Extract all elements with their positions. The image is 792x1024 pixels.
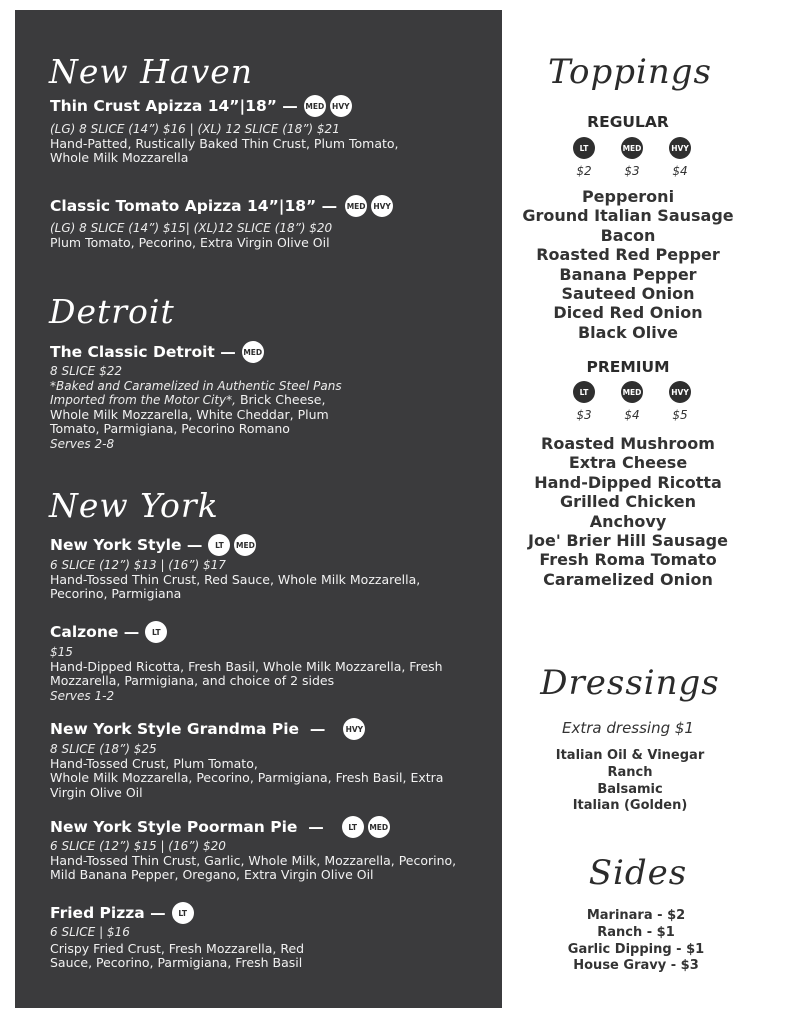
item-name: Thin Crust Apizza 14”|18” — [50, 96, 298, 115]
regular-price-row [562, 137, 702, 178]
list-item: Grilled Chicken [560, 492, 696, 512]
list-item: Bacon [600, 225, 656, 245]
item-serves: Serves 2-8 [50, 436, 115, 451]
item-desc-line: Virgin Olive Oil [50, 784, 143, 800]
size-badge-hvy: HVY [669, 137, 691, 159]
item-desc-line: Hand-Dipped Ricotta, Fresh Basil, Whole Milk Mozzarella, Fresh [50, 658, 443, 674]
item-sizes: $15 [50, 645, 73, 659]
menu-item-thin-crust-apizza [50, 95, 490, 166]
item-sizes: 8 SLICE $22 [50, 364, 122, 378]
size-badge-lt: LT [208, 534, 230, 556]
menu-item-new-york-style [50, 534, 490, 602]
list-item: Balsamic [597, 781, 663, 797]
price: $3 [624, 164, 640, 178]
list-item: Anchovy [589, 511, 667, 531]
list-item: Italian (Golden) [572, 798, 688, 814]
item-desc-line: Whole Milk Mozzarella, White Cheddar, Plum [50, 406, 329, 422]
list-item: Hand-Dipped Ricotta [534, 472, 722, 492]
dressings-heading: Dressings [540, 663, 720, 703]
size-badge-lt: LT [573, 381, 595, 403]
item-desc-line: Whole Milk Mozzarella, Pecorino, Parmigiana, Fresh Basil, Extra [50, 770, 444, 785]
size-badge-hvy: HVY [669, 381, 691, 403]
size-badge-med: MED [345, 195, 367, 217]
size-badge-lt: LT [145, 621, 167, 643]
price-lt [562, 381, 606, 422]
item-sizes: 8 SLICE (18”) $25 [50, 742, 157, 756]
menu-item-classic-detroit [50, 341, 490, 451]
list-item: Garlic Dipping - $1 [567, 941, 705, 957]
list-item: Diced Red Onion [553, 303, 703, 323]
item-note: *Baked and Caramelized in Authentic Steel Pans [50, 378, 342, 393]
price: $3 [576, 408, 592, 422]
premium-toppings-label: PREMIUM [586, 358, 670, 376]
list-item: Marinara - $2 [586, 908, 686, 923]
pizza-menu-panel [15, 10, 502, 1008]
item-note: Imported from the Motor City*, [50, 393, 236, 407]
list-item: Pepperoni [581, 187, 675, 206]
new-york-heading: New York [49, 486, 219, 525]
size-badge-lt: LT [573, 137, 595, 159]
price: $4 [624, 408, 640, 422]
premium-price-row [562, 381, 702, 422]
dressings-note: Extra dressing $1 [562, 719, 694, 737]
item-name: Fried Pizza — [50, 903, 166, 922]
list-item: Ranch [607, 764, 653, 780]
new-haven-heading: New Haven [49, 52, 254, 91]
item-name: New York Style Poorman Pie — [50, 817, 324, 836]
item-name: Classic Tomato Apizza 14”|18” — [50, 196, 338, 215]
menu-item-grandma-pie [50, 718, 490, 800]
dressings-list [520, 748, 740, 815]
size-badge-med: MED [621, 137, 643, 159]
item-name: New York Style Grandma Pie — [50, 719, 326, 738]
price: $5 [672, 408, 688, 422]
regular-toppings-list [520, 187, 736, 342]
list-item: Roasted Mushroom [541, 434, 715, 453]
item-name: Calzone — [50, 622, 140, 641]
size-badge-med: MED [621, 381, 643, 403]
item-desc-line: Plum Tomato, Pecorino, Extra Virgin Olive Oil [50, 234, 330, 250]
item-serves: Serves 1-2 [50, 688, 115, 703]
list-item: Black Olive [577, 322, 679, 342]
size-badge-med: MED [368, 816, 390, 838]
size-badge-hvy: HVY [330, 95, 352, 117]
list-item: Ground Italian Sausage [522, 206, 734, 226]
price-lt [562, 137, 606, 178]
toppings-heading: Toppings [547, 52, 713, 92]
item-desc-line: Pecorino, Parmigiana [50, 586, 182, 601]
item-desc-line: Mozzarella, Parmigiana, and choice of 2 sides [50, 673, 335, 688]
item-desc-line: Hand-Tossed Thin Crust, Red Sauce, Whole Milk Mozzarella, [50, 571, 421, 587]
premium-toppings-list [520, 434, 736, 589]
list-item: Caramelized Onion [543, 569, 713, 589]
list-item: Banana Pepper [559, 264, 697, 284]
detroit-heading: Detroit [49, 292, 175, 331]
regular-toppings-label: REGULAR [587, 113, 669, 131]
menu-item-poorman-pie [50, 816, 490, 883]
price-hvy [658, 137, 702, 178]
size-badge-hvy: HVY [371, 195, 393, 217]
price: $2 [576, 164, 592, 178]
item-desc-line: Sauce, Pecorino, Parmigiana, Fresh Basil [50, 955, 303, 970]
extras-column [520, 0, 790, 1024]
size-badge-lt: LT [172, 902, 194, 924]
menu-item-calzone [50, 621, 490, 703]
item-sizes: 6 SLICE | $16 [50, 925, 130, 939]
item-desc-line: Tomato, Parmigiana, Pecorino Romano [50, 421, 290, 436]
item-desc-line: Crispy Fried Crust, Fresh Mozzarella, Red [50, 940, 305, 956]
item-desc-line: Mild Banana Pepper, Oregano, Extra Virgin Olive Oil [50, 867, 374, 882]
list-item: House Gravy - $3 [573, 958, 699, 974]
list-item: Sauteed Onion [561, 284, 695, 304]
list-item: Extra Cheese [568, 453, 688, 473]
size-badge-med: MED [242, 341, 264, 363]
sides-heading: Sides [588, 853, 688, 893]
price-hvy [658, 381, 702, 422]
list-item: Ranch - $1 [597, 924, 675, 940]
item-desc-line: Hand-Patted, Rustically Baked Thin Crust, Plum Tomato, [50, 135, 399, 151]
size-badge-lt: LT [342, 816, 364, 838]
item-sizes: (LG) 8 SLICE (14”) $15| (XL)12 SLICE (18”) $20 [50, 221, 333, 235]
list-item: Fresh Roma Tomato [539, 550, 717, 570]
item-desc-line: Hand-Tossed Crust, Plum Tomato, [50, 755, 258, 771]
item-name: The Classic Detroit — [50, 342, 236, 361]
item-sizes: 6 SLICE (12”) $15 | (16”) $20 [50, 839, 226, 853]
list-item: Joe' Brier Hill Sausage [528, 531, 728, 551]
list-item: Roasted Red Pepper [536, 245, 720, 265]
item-desc-line: Brick Cheese, [239, 392, 326, 407]
item-sizes: 6 SLICE (12”) $13 | (16”) $17 [50, 558, 226, 572]
sides-list [526, 908, 746, 975]
size-badge-med: MED [234, 534, 256, 556]
size-badge-hvy: HVY [343, 718, 365, 740]
price: $4 [672, 164, 688, 178]
item-name: New York Style — [50, 535, 203, 554]
price-med [610, 381, 654, 422]
price-med [610, 137, 654, 178]
item-desc-line: Whole Milk Mozzarella [50, 150, 189, 165]
item-sizes: (LG) 8 SLICE (14”) $16 | (XL) 12 SLICE (18”) $21 [50, 122, 340, 136]
list-item: Italian Oil & Vinegar [555, 748, 705, 763]
menu-item-fried-pizza [50, 902, 490, 971]
size-badge-med: MED [304, 95, 326, 117]
menu-item-classic-tomato-apizza [50, 195, 490, 250]
item-desc-line: Hand-Tossed Thin Crust, Garlic, Whole Milk, Mozzarella, Pecorino, [50, 852, 457, 868]
